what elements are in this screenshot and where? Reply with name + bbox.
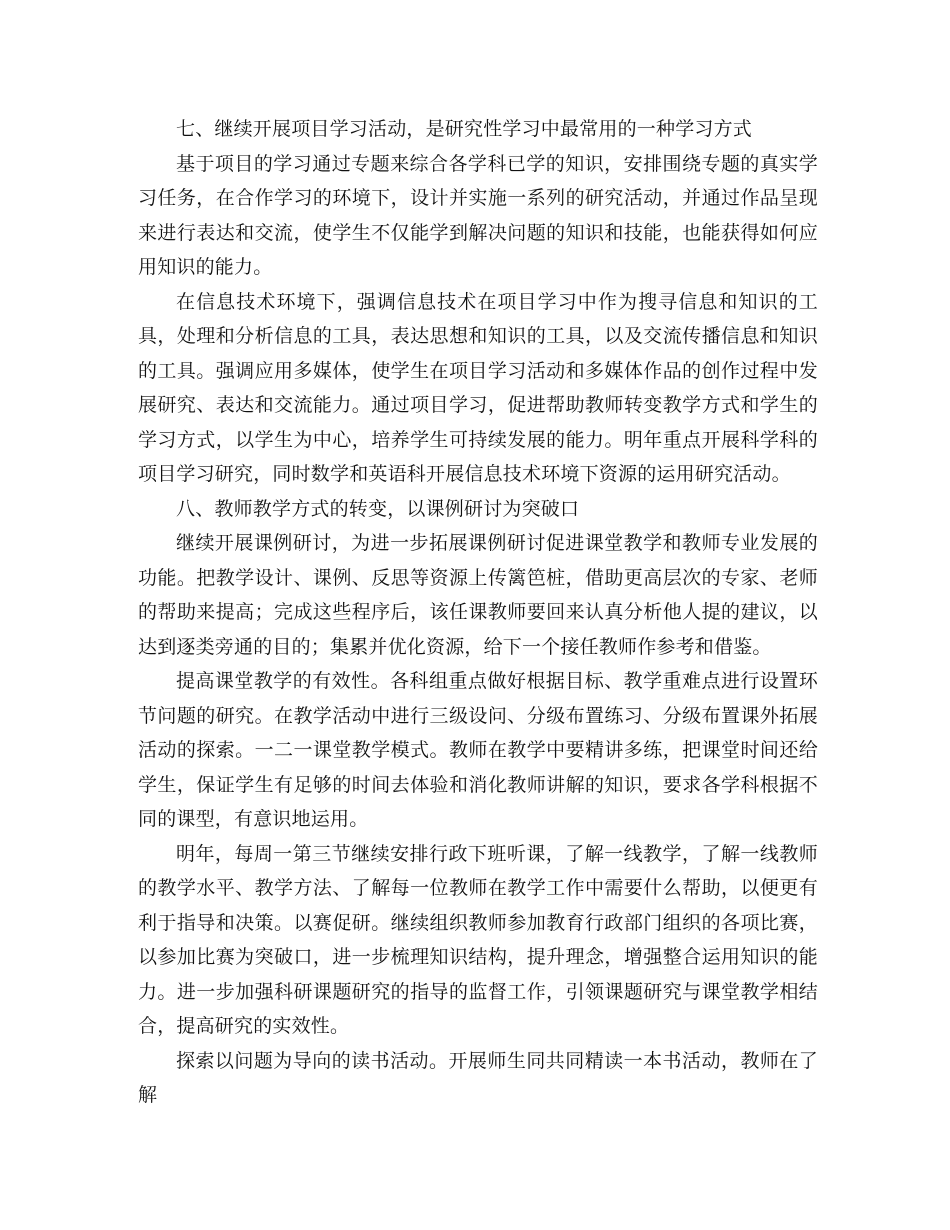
document-body [138, 112, 818, 1113]
section-heading-seven: 七、继续开展项目学习活动，是研究性学习中最常用的一种学习方式 [176, 118, 753, 140]
paragraph-lesson-study: 继续开展课例研讨，为进一步拓展课例研讨促进课堂教学和教师专业发展的功能。把教学设计、课例、反思等资源上传篱笆桩，借助更高层次的专家、老师的帮助来提高；完成这些程序后，该任课教师要回来认真分析他人提的建议，以达到逐类旁通的目的；集累并优化资源，给下一个接任教师作参考和借鉴。 [138, 532, 818, 658]
paragraph-classroom-effectiveness: 提高课堂教学的有效性。各科组重点做好根据目标、教学重难点进行设置环节问题的研究。在教学活动中进行三级设问、分级布置练习、分级布置课外拓展活动的探索。一二一课堂教学模式。教师在教学中要精讲多练，把课堂时间还给学生，保证学生有足够的时间去体验和消化教师讲解的知识，要求各学科根据不同的课型，有意识地运用。 [138, 670, 818, 830]
paragraph-it-environment: 在信息技术环境下，强调信息技术在项目学习中作为搜寻信息和知识的工具，处理和分析信息的工具，表达思想和知识的工具，以及交流传播信息和知识的工具。强调应用多媒体，使学生在项目学习活动和多媒体作品的创作过程中发展研究、表达和交流能力。通过项目学习，促进帮助教师转变教学方式和学生的学习方式，以学生为中心，培养学生可持续发展的能力。明年重点开展科学科的项目学习研究，同时数学和英语科开展信息技术环境下资源的运用研究活动。 [138, 290, 818, 485]
paragraph-project-learning-intro: 基于项目的学习通过专题来综合各学科已学的知识，安排围绕专题的真实学习任务，在合作学习的环境下，设计并实施一系列的研究活动，并通过作品呈现来进行表达和交流，使学生不仅能学到解决问题的知识和技能，也能获得如何应用知识的能力。 [138, 152, 818, 278]
paragraph-reading-activity: 探索以问题为导向的读书活动。开展师生同共同精读一本书活动，教师在了解 [138, 1049, 818, 1106]
section-heading-eight: 八、教师教学方式的转变，以课例研讨为突破口 [176, 497, 580, 520]
paragraph-lesson-observation: 明年，每周一第三节继续安排行政下班听课，了解一线教学，了解一线教师的教学水平、教学方法、了解每一位教师在教学工作中需要什么帮助，以便更有利于指导和决策。以赛促研。继续组织教师参加教育行政部门组织的各项比赛，以参加比赛为突破口，进一步梳理知识结构，提升理念，增强整合运用知识的能力。进一步加强科研课题研究的指导的监督工作，引领课题研究与课堂教学相结合，提高研究的实效性。 [138, 842, 818, 1037]
